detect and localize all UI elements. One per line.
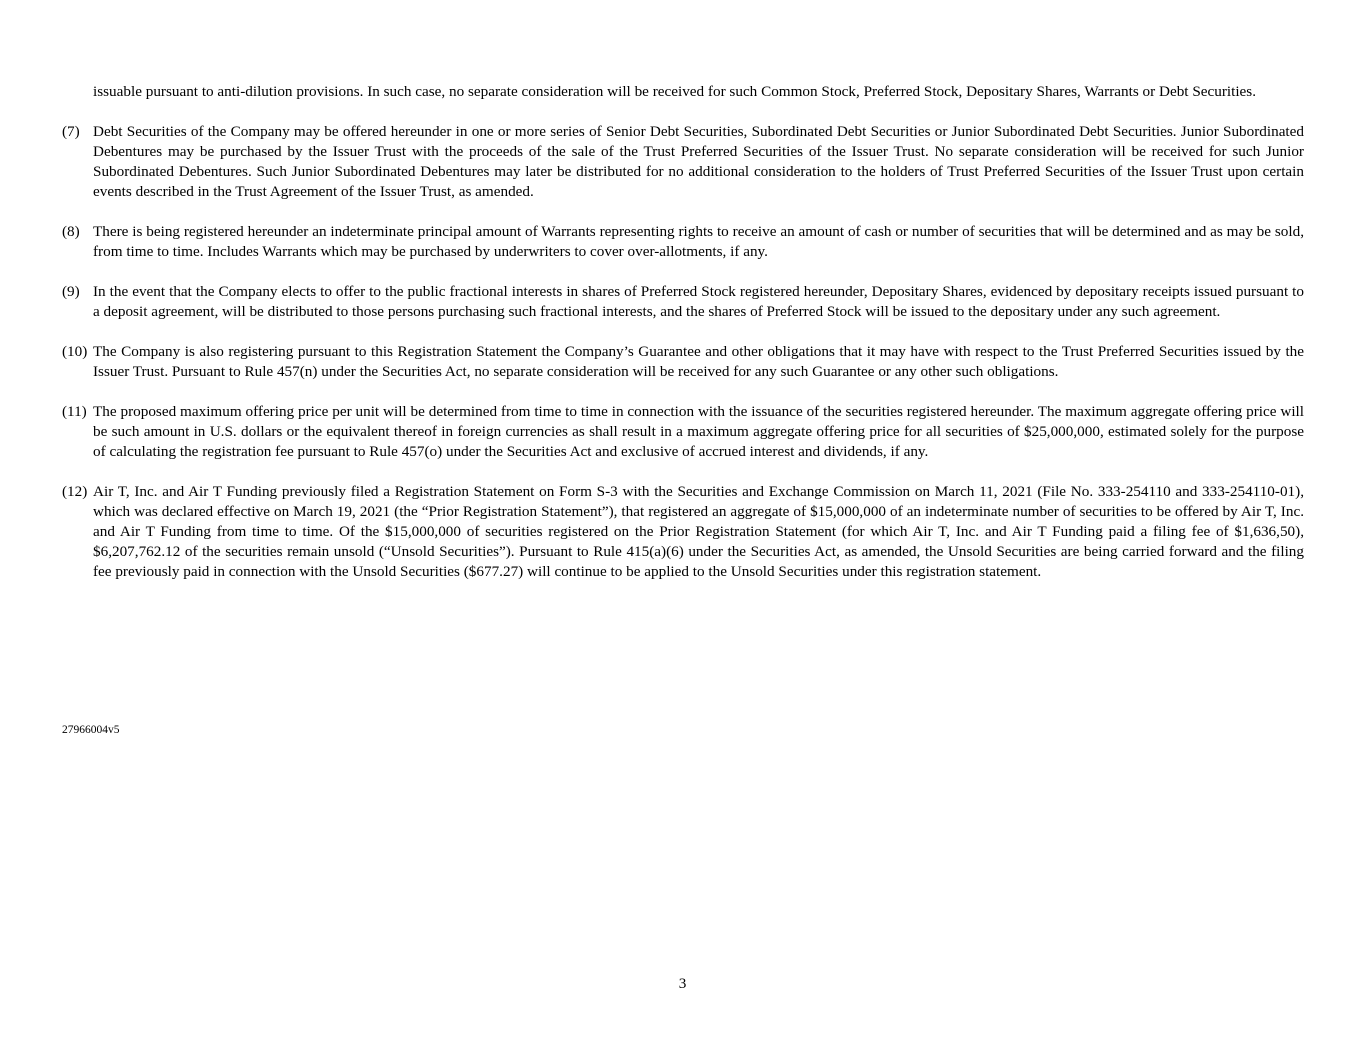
footnote-number: (11): [62, 403, 87, 420]
footnote-8: [62, 222, 1304, 262]
footnote-text: The proposed maximum offering price per unit will be determined from time to time in connection with the issuance of the securities registered hereunder. The maximum aggregate offering price will be such amount in U.S. dollars or the equivalent thereof in foreign currencies as shall result in a maximum aggregate offering price for all securities of $25,000,000, estimated solely for the purpose of calculating the registration fee pursuant to Rule 457(o) under the Securities Act and exclusive of accrued interest and dividends, if any.: [93, 403, 1304, 460]
footnote-number: (7): [62, 123, 80, 140]
footnote-continuation: [62, 82, 1304, 102]
footnote-list: [62, 82, 1304, 602]
footnote-number: (8): [62, 223, 80, 240]
page-number: 3: [678, 975, 687, 992]
footnote-number: (9): [62, 283, 80, 300]
footnote-11: [62, 402, 1304, 462]
footnote-9: [62, 282, 1304, 322]
footnote-text: The Company is also registering pursuant to this Registration Statement the Company’s Guarantee and other obligations that it may have with respect to the Trust Preferred Securities issued by the Issuer Trust. Pursuant to Rule 457(n) under the Securities Act, no separate consideration will be received for any such Guarantee or any other such obligations.: [93, 343, 1304, 380]
footnote-12: [62, 482, 1304, 582]
footnote-number: (12): [62, 483, 88, 500]
footnote-text: Debt Securities of the Company may be offered hereunder in one or more series of Senior Debt Securities, Subordinated Debt Securities or Junior Subordinated Debt Securities. Junior Subordinated Debentures may be purchased by the Issuer Trust with the proceeds of the sale of the Trust Preferred Securities of the Issuer Trust. No separate consideration will be received for such Junior Subordinated Debentures. Such Junior Subordinated Debentures may later be distributed for no additional consideration to the holders of Trust Preferred Securities of the Issuer Trust upon certain events described in the Trust Agreement of the Issuer Trust, as amended.: [93, 123, 1304, 200]
footnote-10: [62, 342, 1304, 382]
footnote-7: [62, 122, 1304, 202]
footnote-text: In the event that the Company elects to offer to the public fractional interests in shares of Preferred Stock registered hereunder, Depositary Shares, evidenced by depositary receipts issued pursuant to a deposit agreement, will be distributed to those persons purchasing such fractional interests, and the shares of Preferred Stock will be issued to the depositary under any such agreement.: [93, 283, 1304, 320]
footnote-text: There is being registered hereunder an indeterminate principal amount of Warrants representing rights to receive an amount of cash or number of securities that will be determined and as may be sold, from time to time. Includes Warrants which may be purchased by underwriters to cover over-allotments, if any.: [93, 223, 1304, 260]
footnote-text: issuable pursuant to anti-dilution provisions. In such case, no separate consideration will be received for such Common Stock, Preferred Stock, Depositary Shares, Warrants or Debt Securities.: [93, 83, 1257, 100]
footnote-number: (10): [62, 343, 88, 360]
document-id: 27966004v5: [62, 724, 120, 736]
footnote-text: Air T, Inc. and Air T Funding previously filed a Registration Statement on Form S-3 with the Securities and Exchange Commission on March 11, 2021 (File No. 333-254110 and 333-254110-01), which was declared effective on March 19, 2021 (the “Prior Registration Statement”), that registered an aggregate of $15,000,000 of an indeterminate number of securities to be offered by Air T, Inc. and Air T Funding from time to time. Of the $15,000,000 of securities registered on the Prior Registration Statement (for which Air T, Inc. and Air T Funding paid a filing fee of $1,636,50), $6,207,762.12 of the securities remain unsold (“Unsold Securities”). Pursuant to Rule 415(a)(6) under the Securities Act, as amended, the Unsold Securities are being carried forward and the filing fee previously paid in connection with the Unsold Securities ($677.27) will continue to be applied to the Unsold Securities under this registration statement.: [93, 483, 1304, 580]
